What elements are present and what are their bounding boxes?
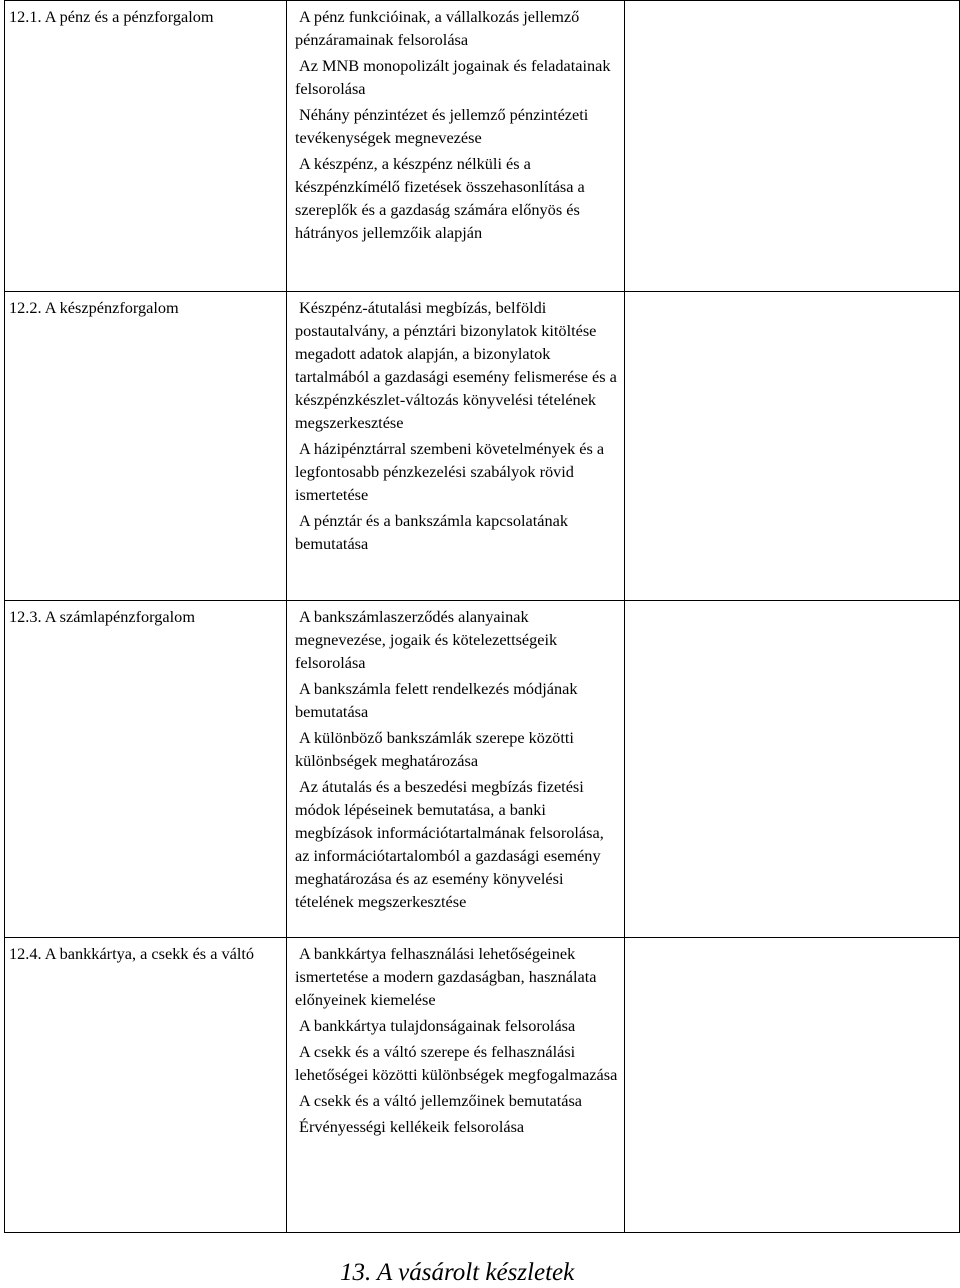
requirement-item: A csekk és a váltó szerepe és felhasználási lehetőségei közötti különbségek megfogalmazása: [295, 1042, 618, 1084]
table-row: [5, 292, 960, 601]
empty-cell: [625, 601, 960, 938]
requirement-item: Érvényességi kellékeik felsorolása: [299, 1117, 525, 1136]
topic-title: 12.1. A pénz és a pénzforgalom: [9, 7, 214, 26]
topic-title: 12.4. A bankkártya, a csekk és a váltó: [9, 944, 255, 963]
requirement-item: Az MNB monopolizált jogainak és feladatainak felsorolása: [295, 56, 611, 98]
topic-cell: [5, 938, 287, 1233]
empty-cell: [625, 292, 960, 601]
requirement-item: A készpénz, a készpénz nélküli és a készpénzkímélő fizetések összehasonlítása a szereplők és a gazdaság számára előnyös és hátrányos jellemzőik alapján: [295, 154, 585, 242]
requirements-cell: [287, 292, 625, 601]
requirement-item: A bankszámla felett rendelkezés módjának bemutatása: [295, 679, 578, 721]
topic-title: 12.2. A készpénzforgalom: [9, 298, 179, 317]
requirement-item: A pénz funkcióinak, a vállalkozás jellemző pénzáramainak felsorolása: [295, 7, 580, 49]
curriculum-table: [4, 0, 960, 1233]
table-row: [5, 1, 960, 292]
requirements-cell: [287, 1, 625, 292]
requirement-item: Néhány pénzintézet és jellemző pénzintézeti tevékenységek megnevezése: [295, 105, 589, 147]
requirement-item: A bankkártya felhasználási lehetőségeinek ismertetése a modern gazdaságban, használata előnyeinek kiemelése: [295, 944, 597, 1009]
requirement-item: A csekk és a váltó jellemzőinek bemutatása: [299, 1091, 583, 1110]
requirements-cell: [287, 601, 625, 938]
table-row: [5, 601, 960, 938]
empty-cell: [625, 1, 960, 292]
requirement-item: A különböző bankszámlák szerepe közötti különbségek meghatározása: [295, 728, 574, 770]
requirement-item: A házipénztárral szembeni követelmények és a legfontosabb pénzkezelési szabályok rövid ismertetése: [295, 439, 605, 504]
topic-cell: [5, 1, 287, 292]
topic-cell: [5, 292, 287, 601]
topic-title: 12.3. A számlapénzforgalom: [9, 607, 195, 626]
next-section-heading: 13. A vásárolt készletek: [340, 1259, 575, 1286]
table-row: [5, 938, 960, 1233]
requirement-item: A bankkártya tulajdonságainak felsorolása: [299, 1016, 576, 1035]
empty-cell: [625, 938, 960, 1233]
requirement-item: A bankszámlaszerződés alanyainak megnevezése, jogaik és kötelezettségeik felsorolása: [295, 607, 558, 672]
requirements-cell: [287, 938, 625, 1233]
requirement-item: Készpénz-átutalási megbízás, belföldi postautalvány, a pénztári bizonylatok kitöltése megadott adatok alapján, a bizonylatok tartalmából a gazdasági esemény felismerése és a készpénzkészlet-változás könyvelési tételének megszerkesztése: [295, 298, 617, 432]
requirement-item: Az átutalás és a beszedési megbízás fizetési módok lépéseinek bemutatása, a banki megbízások információtartalmának felsorolása, az információtartalomból a gazdasági esemény meghatározása és az esemény könyvelési tételének megszerkesztése: [295, 777, 604, 911]
requirement-item: A pénztár és a bankszámla kapcsolatának bemutatása: [295, 511, 568, 553]
topic-cell: [5, 601, 287, 938]
